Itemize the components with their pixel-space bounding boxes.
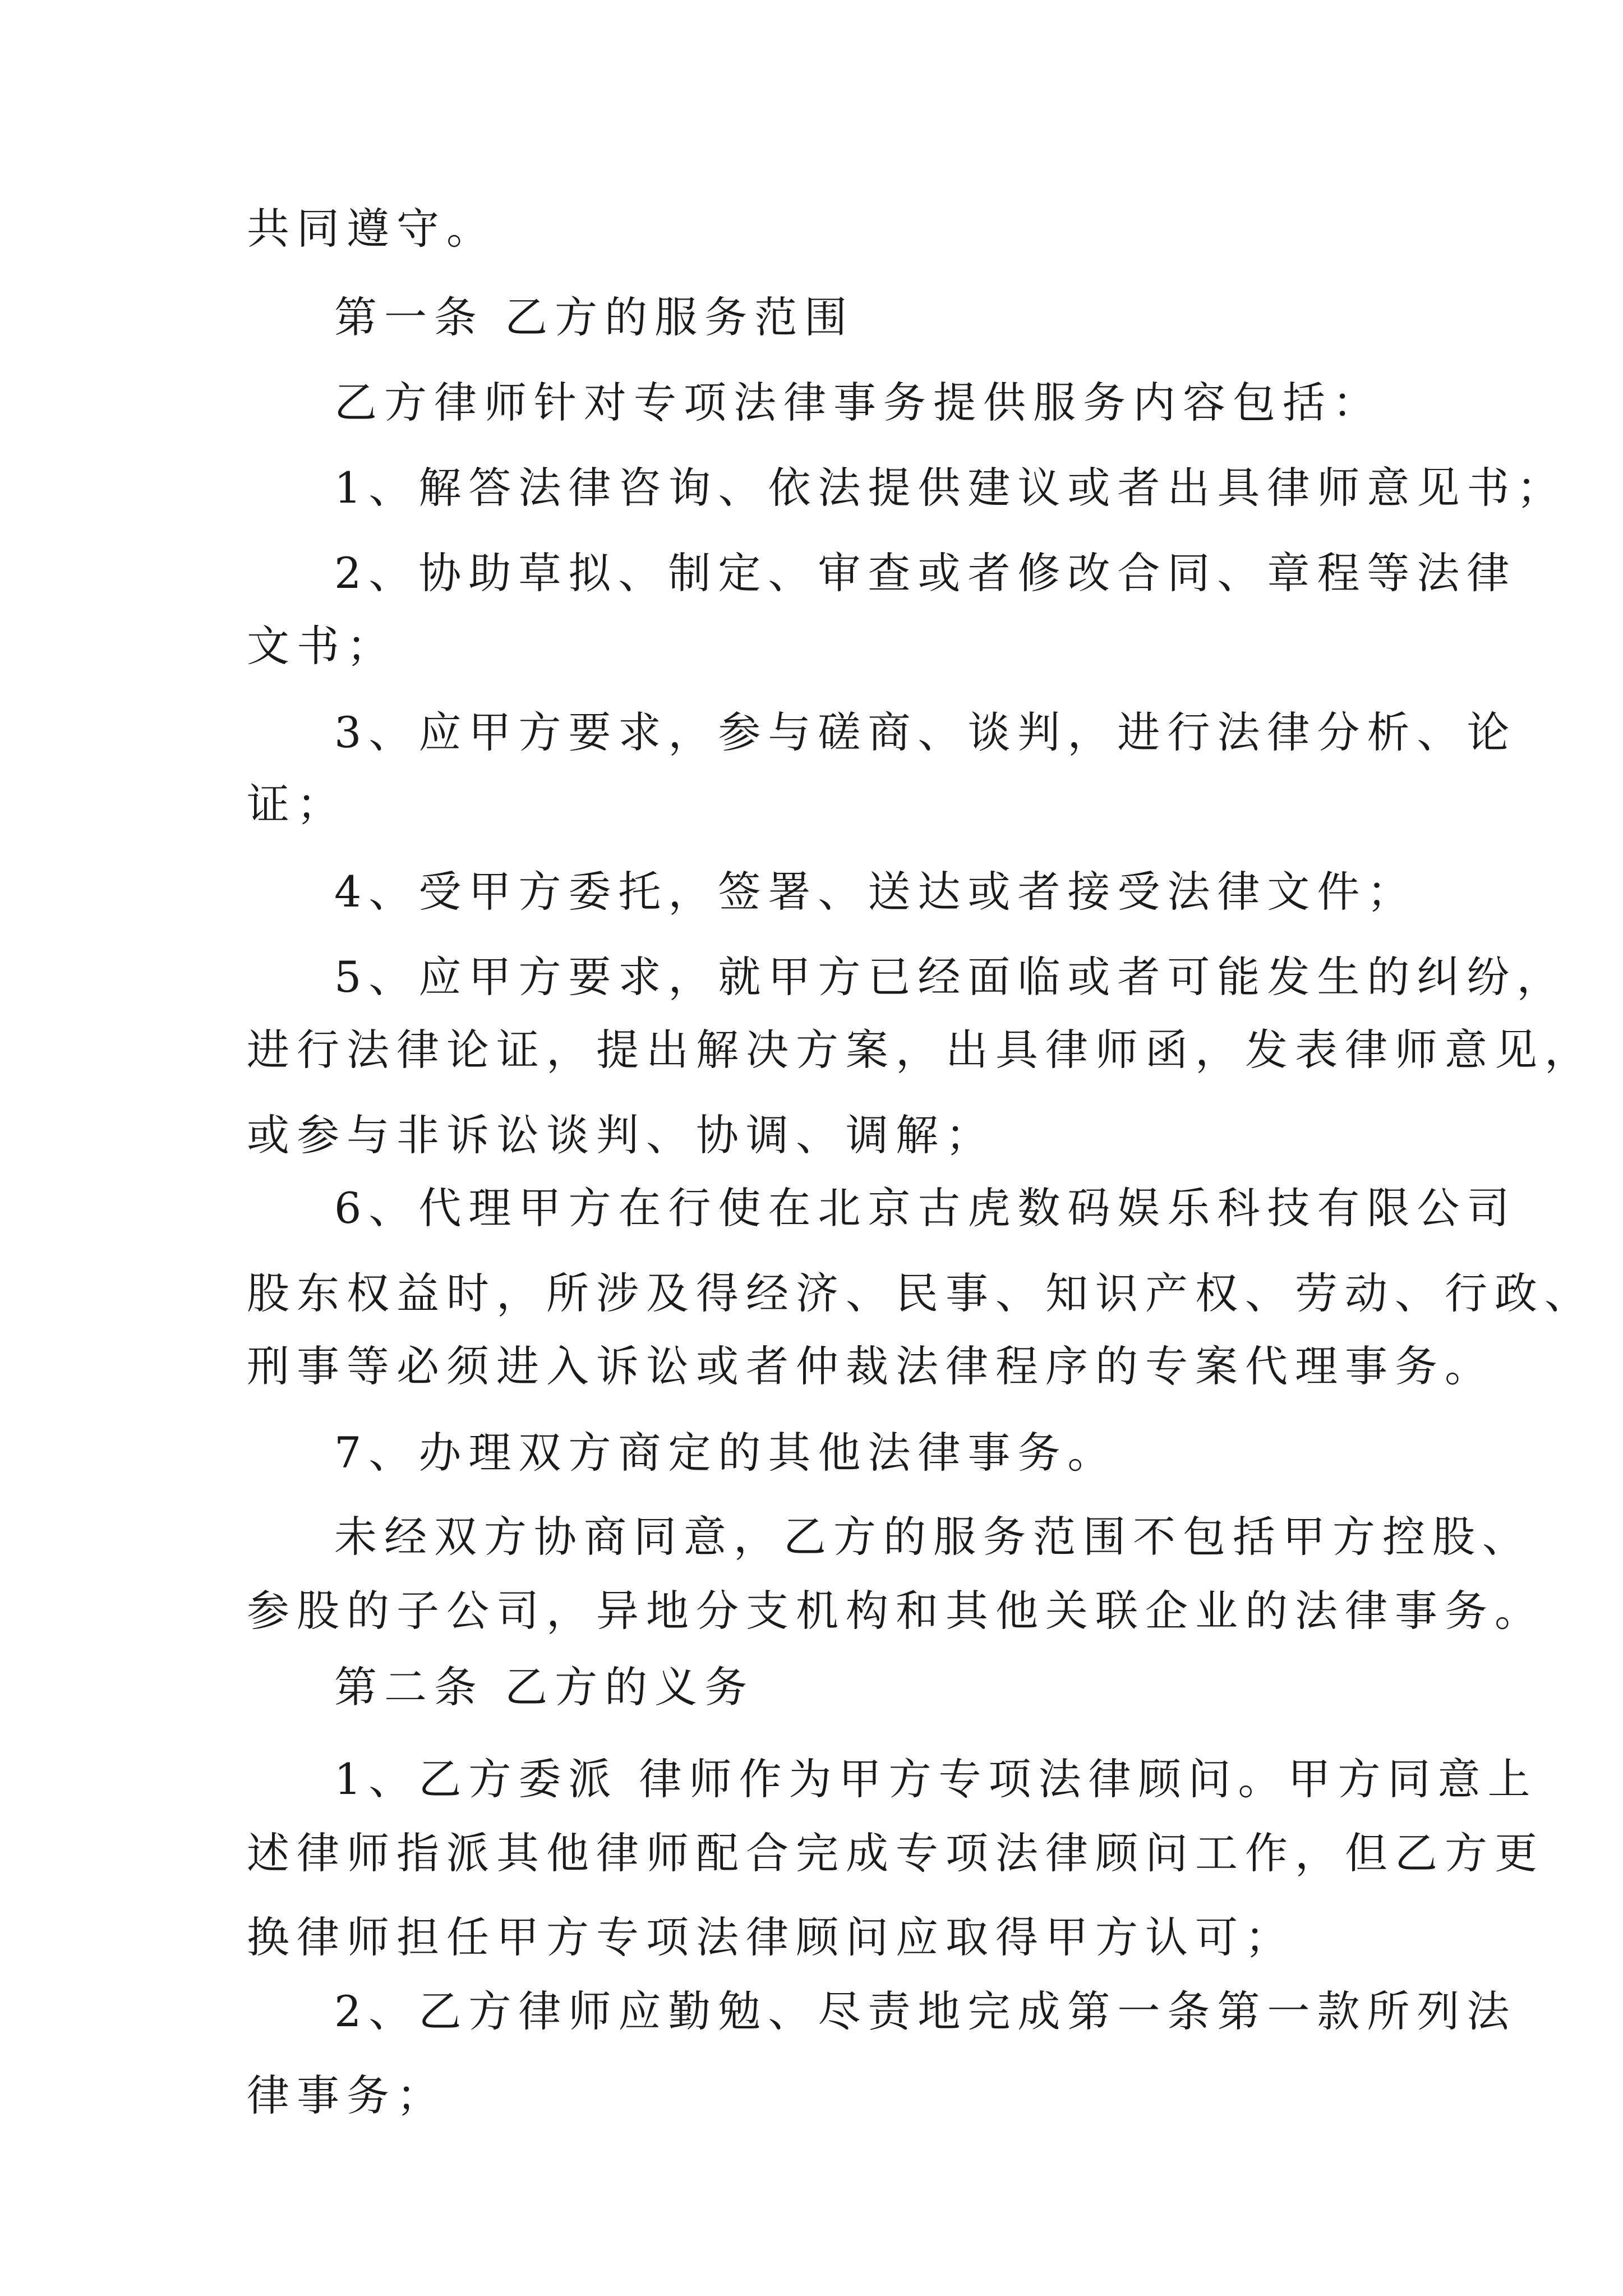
list-item: 5、应甲方要求，就甲方已经面临或者可能发生的纠纷， [334,952,1567,1002]
list-item: 1、解答法律咨询、依法提供建议或者出具律师意见书； [334,463,1567,513]
text-line: 未经双方协商同意，乙方的服务范围不包括甲方控股、 [334,1512,1532,1562]
text-line: 或参与非诉讼谈判、协调、调解； [247,1110,995,1160]
text-line: 刑事等必须进入诉讼或者仲裁法律程序的专案代理事务。 [247,1341,1495,1391]
list-item: 2、协助草拟、制定、审查或者修改合同、章程等法律 [334,548,1517,598]
list-item: 1、乙方委派 律师作为甲方专项法律顾问。甲方同意上 [334,1754,1538,1804]
text-line: 参股的子公司，异地分支机构和其他关联企业的法律事务。 [247,1586,1544,1636]
text-line: 共同遵守。 [247,204,496,254]
list-item: 3、应甲方要求，参与磋商、谈判，进行法律分析、论 [334,707,1517,757]
text-line: 述律师指派其他律师配合完成专项法律顾问工作，但乙方更 [247,1828,1544,1878]
list-item: 4、受甲方委托，签署、送达或者接受法律文件； [334,867,1417,917]
text-line: 股东权益时，所涉及得经济、民事、知识产权、劳动、行政、 [247,1268,1594,1318]
list-item: 6、代理甲方在行使在北京古虎数码娱乐科技有限公司 [334,1183,1517,1233]
text-line: 进行法律论证，提出解决方案，出具律师函，发表律师意见， [247,1025,1594,1075]
section-heading: 第二条 乙方的义务 [334,1662,755,1712]
text-line: 乙方律师针对专项法律事务提供服务内容包括： [334,378,1382,427]
section-heading: 第一条 乙方的服务范围 [334,292,855,342]
text-line: 换律师担任甲方专项法律顾问应取得甲方认可； [247,1912,1295,1962]
list-item: 7、办理双方商定的其他法律事务。 [334,1428,1118,1478]
text-line: 证； [247,779,347,829]
text-line: 律事务； [247,2070,446,2120]
text-line: 文书； [247,621,396,671]
list-item: 2、乙方律师应勤勉、尽责地完成第一条第一款所列法 [334,1986,1517,2036]
